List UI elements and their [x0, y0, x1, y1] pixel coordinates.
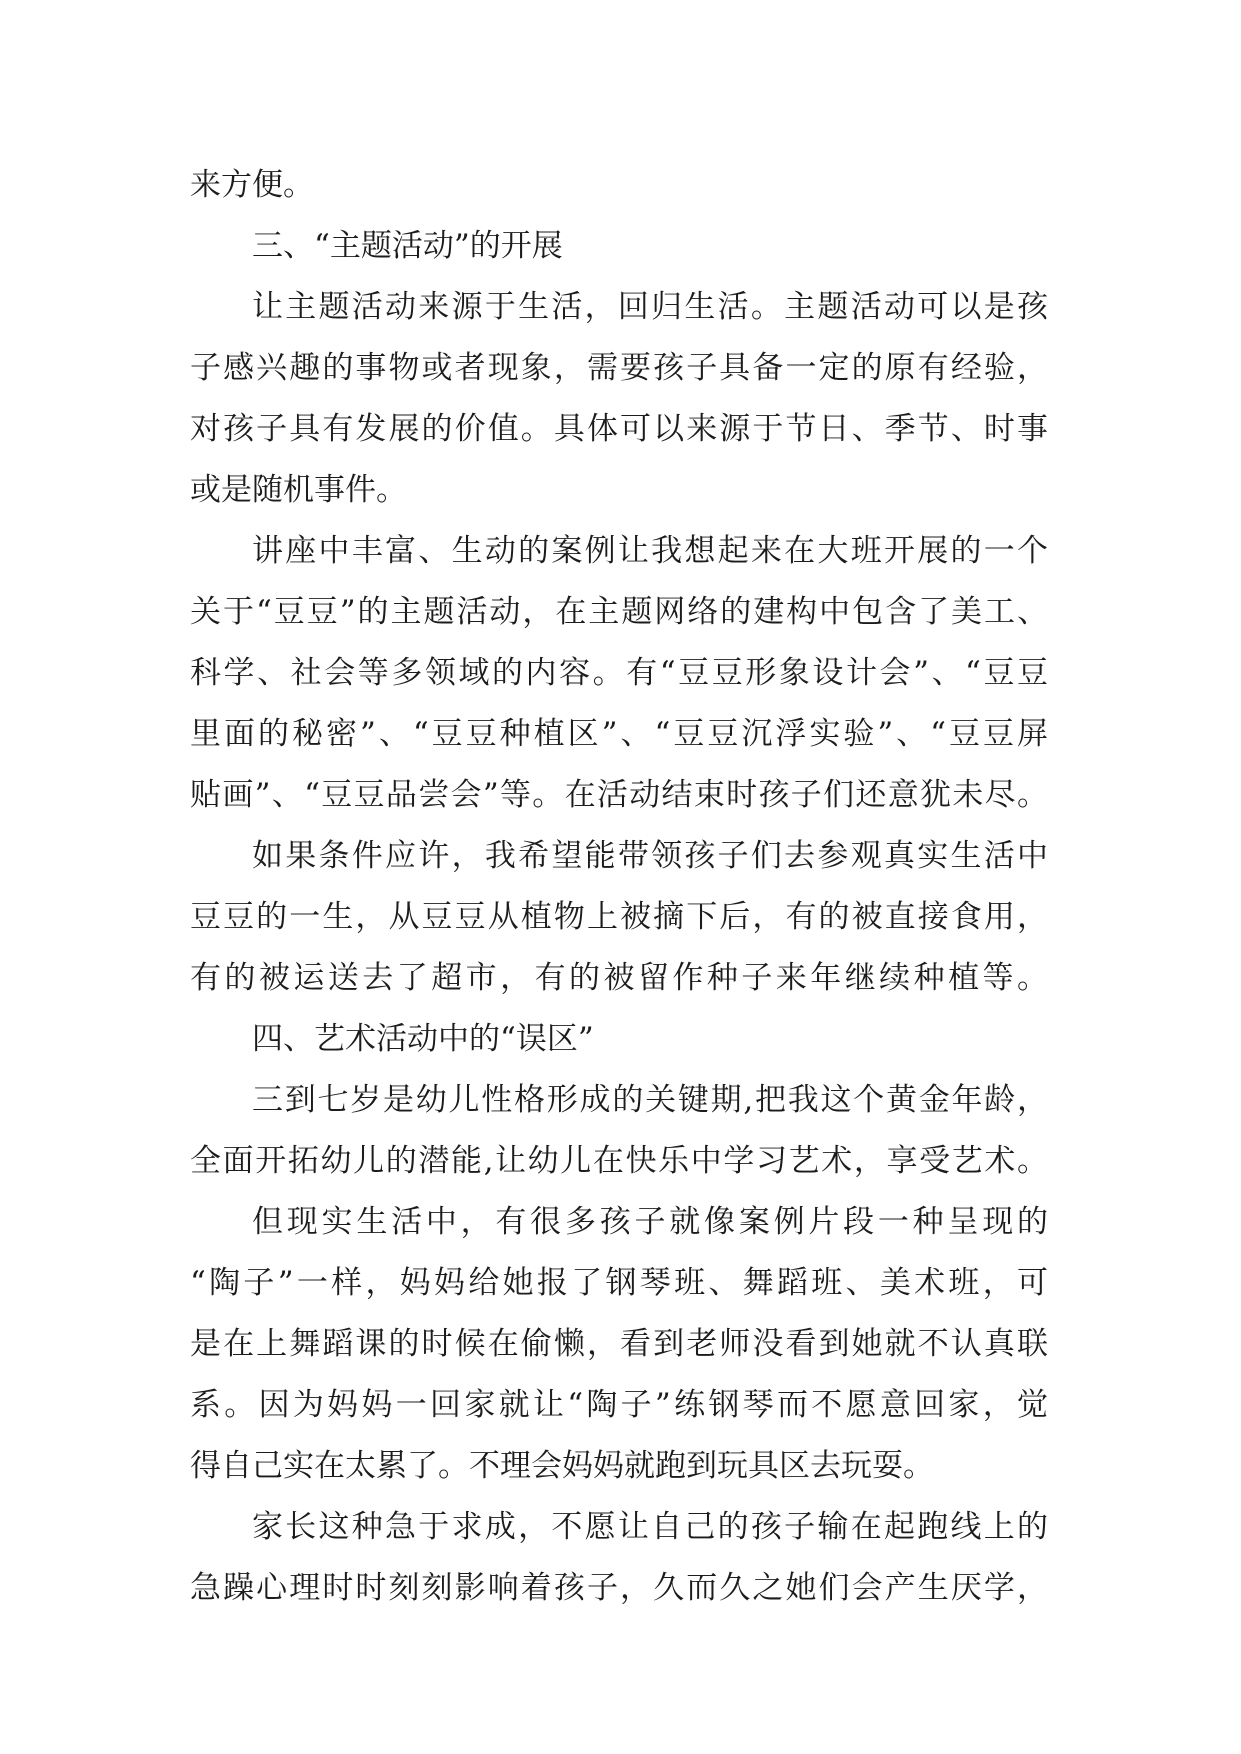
- document-body: [190, 155, 1048, 1619]
- text-line: 四、艺术活动中的“误区”: [252, 1021, 594, 1057]
- text-line: 但现实生活中，有很多孩子就像案例片段一种呈现的: [252, 1204, 1048, 1240]
- text-line: 来方便。: [190, 167, 314, 203]
- text-line: 子感兴趣的事物或者现象，需要孩子具备一定的原有经验，: [190, 350, 1048, 386]
- text-line: 贴画”、“豆豆品尝会”等。在活动结束时孩子们还意犹未尽。: [190, 777, 1048, 813]
- text-line: 豆豆的一生，从豆豆从植物上被摘下后，有的被直接食用，: [190, 899, 1048, 935]
- text-line: 是在上舞蹈课的时候在偷懒，看到老师没看到她就不认真联: [190, 1326, 1048, 1362]
- text-line: 让主题活动来源于生活，回归生活。主题活动可以是孩: [252, 289, 1048, 325]
- text-line: 或是随机事件。: [190, 472, 407, 508]
- text-line: 如果条件应许，我希望能带领孩子们去参观真实生活中: [252, 838, 1048, 874]
- text-line: 急躁心理时时刻刻影响着孩子，久而久之她们会产生厌学，: [190, 1570, 1048, 1606]
- text-line: 全面开拓幼儿的潜能,让幼儿在快乐中学习艺术，享受艺术。: [190, 1143, 1048, 1179]
- text-line: 三、“主题活动”的开展: [252, 228, 563, 264]
- text-line: 三到七岁是幼儿性格形成的关键期,把我这个黄金年龄，: [252, 1082, 1048, 1118]
- text-line: 系。因为妈妈一回家就让“陶子”练钢琴而不愿意回家，觉: [190, 1387, 1048, 1423]
- text-line: 关于“豆豆”的主题活动，在主题网络的建构中包含了美工、: [190, 594, 1048, 630]
- text-line: 讲座中丰富、生动的案例让我想起来在大班开展的一个: [252, 533, 1048, 569]
- text-line: 有的被运送去了超市，有的被留作种子来年继续种植等。: [190, 960, 1048, 996]
- text-line: 得自己实在太累了。不理会妈妈就跑到玩具区去玩耍。: [190, 1448, 934, 1484]
- text-line: 家长这种急于求成，不愿让自己的孩子输在起跑线上的: [252, 1509, 1048, 1545]
- text-line: 对孩子具有发展的价值。具体可以来源于节日、季节、时事: [190, 411, 1048, 447]
- text-line: 里面的秘密”、“豆豆种植区”、“豆豆沉浮实验”、“豆豆屏: [190, 716, 1048, 752]
- text-line: 科学、社会等多领域的内容。有“豆豆形象设计会”、“豆豆: [190, 655, 1048, 691]
- text-line: “陶子”一样，妈妈给她报了钢琴班、舞蹈班、美术班，可: [190, 1265, 1048, 1301]
